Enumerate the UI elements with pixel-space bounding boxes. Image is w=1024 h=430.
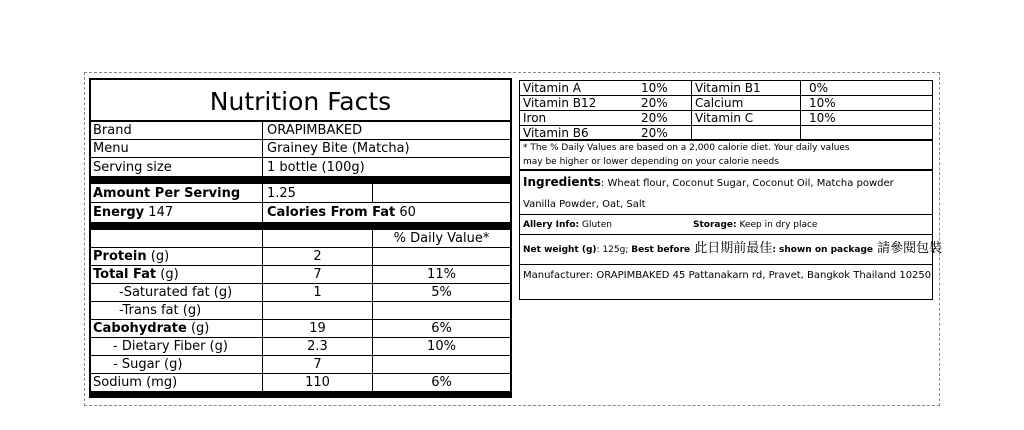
header-empty-cell — [263, 230, 373, 247]
vitamin-name: Vitamin B1 — [691, 81, 800, 95]
vitamin-percent: 20% — [641, 96, 668, 110]
nutrient-row — [91, 356, 510, 374]
brand-label: Brand — [91, 122, 263, 139]
ingredients-label: Ingredients — [523, 175, 601, 189]
brand-value: ORAPIMBAKED — [267, 123, 363, 138]
menu-value: Grainey Bite (Matcha) — [267, 141, 410, 156]
vitamin-percent: 10% — [641, 81, 668, 95]
amount-empty-cell — [373, 184, 510, 202]
shown-on-package-label: : shown on package — [772, 245, 874, 255]
nutrient-row — [91, 284, 510, 302]
vitamin-row — [520, 111, 932, 126]
storage-value: Keep in dry place — [736, 219, 818, 230]
nutrient-label: Total Fat (g) — [91, 266, 263, 283]
amount-value: 1.25 — [263, 184, 373, 202]
energy-label: Energy 147 — [91, 203, 263, 222]
vitamin-percent: 0% — [800, 81, 932, 95]
vitamin-name: Vitamin B12 — [523, 96, 597, 110]
net-weight-value: : 125g; — [596, 245, 632, 255]
nutrient-amount — [263, 302, 373, 319]
storage-label: Storage: — [693, 219, 737, 230]
vitamin-row — [520, 81, 932, 96]
serving-label: Serving size — [91, 158, 263, 176]
calories-from-fat: Calories From Fat 60 — [267, 205, 416, 220]
nutrient-label: -Trans fat (g) — [91, 302, 263, 319]
note-line-2: may be higher or lower depending on your calorie needs — [523, 157, 779, 167]
nutrient-row — [91, 302, 510, 320]
energy-row — [91, 203, 510, 222]
best-before-cjk: 此日期前最佳 — [690, 241, 773, 256]
bottom-bar — [91, 392, 510, 398]
nutrient-amount: 1 — [263, 284, 373, 301]
nutrient-label: -Saturated fat (g) — [91, 284, 263, 301]
nutrition-facts-panel — [89, 78, 512, 398]
vitamins-ingredients-panel — [519, 80, 943, 300]
nutrient-daily-value — [373, 356, 510, 373]
serving-value: 1 bottle (100g) — [267, 159, 365, 175]
nutrient-daily-value — [373, 248, 510, 265]
nutrient-label: Sodium (mg) — [91, 374, 263, 391]
nutrient-label: Cabohydrate (g) — [91, 320, 263, 337]
ingredients-line-2: Vanilla Powder, Oat, Salt — [523, 199, 646, 210]
vitamin-name: Vitamin A — [523, 81, 581, 95]
nutrient-label: - Dietary Fiber (g) — [91, 338, 263, 355]
nutrient-row — [91, 338, 510, 356]
vitamin-percent: 10% — [800, 111, 932, 125]
nutrient-daily-value: 5% — [431, 285, 452, 300]
menu-row — [91, 140, 510, 158]
vitamin-name: Vitamin B6 — [523, 126, 589, 139]
ingredients-block — [520, 171, 932, 215]
vitamin-row — [520, 96, 932, 111]
nutrient-amount: 2 — [263, 248, 373, 265]
vitamin-percent — [800, 126, 932, 139]
allergy-label: Allery Info: — [523, 219, 580, 230]
nutrient-label: - Sugar (g) — [91, 356, 263, 373]
allergy-value: Gluten — [579, 219, 612, 230]
amount-label: Amount Per Serving — [91, 184, 263, 202]
nutrient-row — [91, 320, 510, 338]
net-weight-row — [520, 235, 943, 265]
nutrient-daily-value — [373, 302, 510, 319]
manufacturer: Manufacturer: ORAPIMBAKED 45 Pattanakarn rd, Pravet, Bangkok Thailand 10250 — [523, 270, 932, 281]
allergy-storage-row — [520, 215, 932, 235]
nutrient-amount: 7 — [263, 266, 373, 283]
serving-row — [91, 158, 510, 176]
divider-bar — [91, 222, 510, 230]
nutrient-amount: 19 — [263, 320, 373, 337]
nutrient-daily-value: 6% — [431, 321, 452, 336]
shown-on-package-cjk: 請參閱包裝 — [873, 241, 943, 256]
vitamin-percent: 20% — [641, 111, 668, 125]
nutrition-title: Nutrition Facts — [91, 80, 510, 122]
vitamin-row — [520, 126, 932, 141]
divider-bar — [91, 176, 510, 184]
ingredients-line-1: : Wheat flour, Coconut Sugar, Coconut Oil, Matcha powder — [600, 178, 894, 189]
nutrient-daily-value: 11% — [427, 267, 456, 282]
nutrient-row — [91, 266, 510, 284]
vitamin-percent: 10% — [800, 96, 932, 110]
net-weight-label: Net weight (g) — [523, 245, 597, 255]
vitamin-percent: 20% — [641, 126, 668, 139]
nutrient-row — [91, 248, 510, 266]
amount-row — [91, 184, 510, 203]
vitamin-name: Iron — [523, 111, 547, 125]
nutrient-daily-value: 10% — [427, 339, 456, 354]
vitamin-name: Vitamin C — [691, 111, 800, 125]
daily-value-header-row — [91, 230, 510, 248]
brand-row — [91, 122, 510, 140]
daily-values-note — [520, 141, 932, 171]
nutrient-amount: 110 — [263, 374, 373, 391]
nutrient-label: Protein (g) — [91, 248, 263, 265]
nutrient-amount: 2.3 — [263, 338, 373, 355]
header-empty-cell — [91, 230, 263, 247]
nutrient-row — [91, 374, 510, 392]
best-before-label: Best before — [631, 245, 691, 255]
daily-value-header: % Daily Value* — [393, 231, 490, 246]
vitamin-name: Calcium — [691, 96, 800, 110]
vitamin-name — [691, 126, 800, 139]
nutrient-amount: 7 — [263, 356, 373, 373]
nutrient-daily-value: 6% — [431, 375, 452, 390]
menu-label: Menu — [91, 140, 263, 157]
note-line-1: * The % Daily Values are based on a 2,000 calorie diet. Your daily values — [523, 143, 850, 153]
